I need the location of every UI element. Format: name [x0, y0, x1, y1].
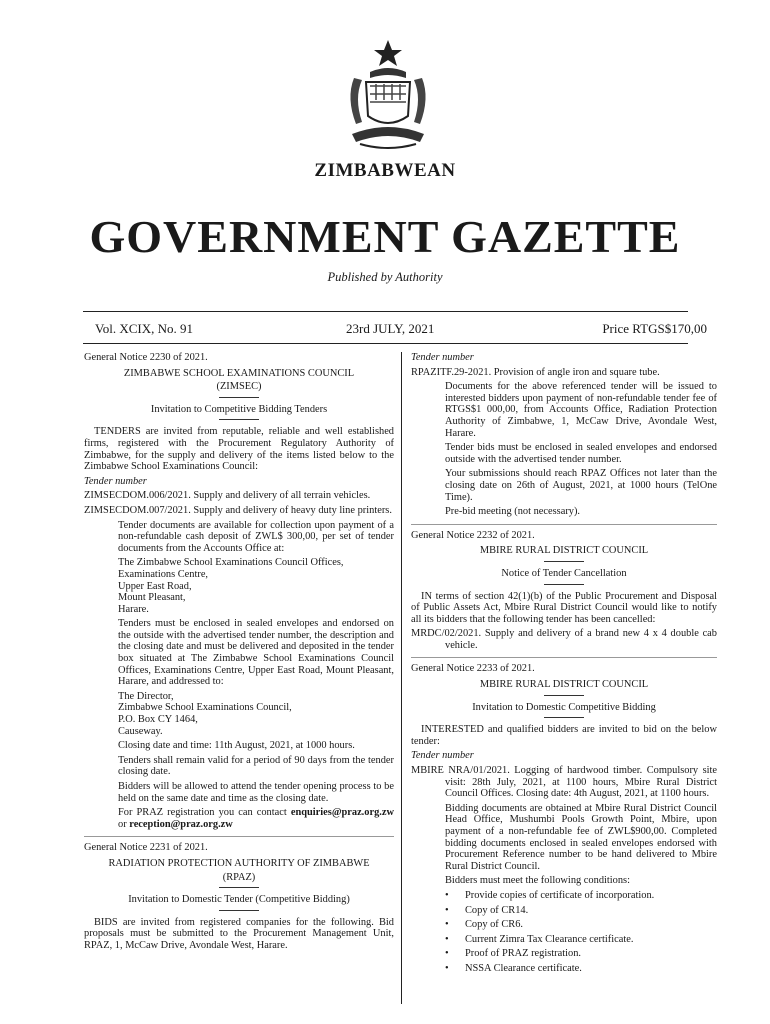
separator	[544, 695, 584, 696]
tender-item: ZIMSECDOM.006/2021. Supply and delivery of all terrain vehicles.	[84, 490, 371, 502]
notice-divider	[411, 524, 717, 525]
right-column	[411, 352, 717, 978]
condition-item: • NSSA Clearance certificate.	[411, 963, 717, 975]
tender-item: MBIRE NRA/01/2021. Logging of hardwood timber. Compulsory site visit: 28th July, 2021, at 1100 hours, Mbire Rural District Council Offices. Closing date: 4th August, 2021, at 1100 hours.	[411, 765, 717, 800]
volume-number: Vol. XCIX, No. 91	[95, 321, 193, 336]
column-divider	[401, 352, 402, 1004]
paragraph: Tenders shall remain valid for a period of 90 days from the tender closing date.	[118, 754, 394, 778]
paragraph: Pre-bid meeting (not necessary).	[445, 506, 581, 518]
condition-item: • Current Zimra Tax Clearance certificate.	[411, 934, 717, 946]
address-line: Mount Pleasant,	[118, 592, 186, 604]
address-line: Harare.	[118, 603, 149, 615]
separator	[219, 419, 259, 420]
address-line: The Zimbabwe School Examinations Council Offices,	[118, 557, 344, 569]
masthead-title: GOVERNMENT GAZETTE	[89, 211, 681, 262]
address-line: Upper East Road,	[118, 580, 192, 592]
paragraph: Tenders must be enclosed in sealed envelopes and endorsed on the outside with the advertised tender number, the description and the closing date and must be delivered and deposited in the tender box situated at The Zimbabwe School Examinations Council Offices, Examinations Centre, Upper East Road, Mount Pleasant, Harare, and addressed to:	[118, 618, 394, 688]
notice-intro: TENDERS are invited from reputable, reliable and well established firms, registered with the Procurement Regulatory Authority of Zimbabwe, for the supply and delivery of the items listed below to the Zimbabwe School Examinations Council:	[84, 426, 394, 473]
condition-item: • Copy of CR14.	[411, 905, 717, 917]
notice-divider	[411, 657, 717, 658]
paragraph: Tender bids must be enclosed in sealed envelopes and endorsed outside with the advertised tender number.	[445, 442, 717, 465]
tender-item: MRDC/02/2021. Supply and delivery of a brand new 4 x 4 double cab vehicle.	[411, 628, 717, 651]
separator	[544, 561, 584, 562]
masthead-country: ZIMBABWEAN	[314, 160, 456, 181]
left-column	[84, 352, 394, 955]
separator	[219, 887, 259, 888]
tender-label: Tender number	[411, 750, 474, 762]
notice-title: Notice of Tender Cancellation	[501, 567, 627, 579]
condition-item: • Copy of CR6.	[411, 919, 717, 931]
separator	[544, 717, 584, 718]
tender-item: ZIMSECDOM.007/2021. Supply and delivery of heavy duty line printers.	[84, 504, 392, 516]
paragraph: Closing date and time: 11th August, 2021, at 1000 hours.	[118, 740, 355, 752]
notice-intro: INTERESTED and qualified bidders are invited to bid on the below tender:	[411, 724, 717, 747]
bottom-rule	[83, 343, 688, 344]
condition-item: • Proof of PRAZ registration.	[411, 948, 717, 960]
notice-org-abbr: (RPAZ)	[222, 871, 256, 883]
paragraph: Bidders must meet the following conditions:	[445, 875, 630, 887]
tender-item: RPAZITF.29-2021. Provision of angle iron and square tube.	[411, 366, 660, 378]
address-line: Examinations Centre,	[118, 568, 209, 580]
notice-org-abbr: (ZIMSEC)	[216, 381, 262, 393]
masthead-subtitle: Published by Authority	[327, 270, 443, 284]
notice-divider	[84, 836, 394, 837]
paragraph: Tender documents are available for collection upon payment of a non-refundable cash deposit of ZWL$ 300,00, per set of tender documents from the Accounts Office at:	[118, 519, 394, 554]
email-link[interactable]: reception@praz.org.zw	[129, 818, 233, 830]
text: For PRAZ registration you can contact	[118, 807, 291, 819]
address-line: The Director,	[118, 690, 174, 702]
address-line: Causeway.	[118, 725, 163, 737]
separator	[219, 397, 259, 398]
paragraph: Bidders will be allowed to attend the tender opening process to be held on the same date and time as the closing date.	[118, 781, 394, 804]
notice-intro: IN terms of section 42(1)(b) of the Public Procurement and Disposal of Public Assets Act, Mbire Rural District Council would like to notify all its bidders that the following tender has been cancelled:	[411, 590, 717, 625]
paragraph	[84, 807, 394, 830]
notice-heading: General Notice 2232 of 2021.	[411, 529, 535, 541]
paragraph: Bidding documents are obtained at Mbire Rural District Council Head Office, Mushumbi Pools Growth Point, Mbire, upon payment of a non-refundable fee of ZWL$900,00. Completed bidding documents enclosed in sealed envelopes endorsed with Procurement Reference number to be hand delivered to Mbire Rural District Council.	[445, 802, 717, 872]
separator	[544, 584, 584, 585]
paragraph: Documents for the above referenced tender will be issued to interested bidders upon payment of non-refundable tender fee of RTGS$1 000,00, from Accounts Office, Radiation Protection Authority of Zimbabwe, 1, McCaw Drive, Avondale West, Harare.	[445, 381, 717, 439]
tender-label: Tender number	[84, 475, 147, 487]
condition-item: • Provide copies of certificate of incorporation.	[411, 890, 717, 902]
tender-label: Tender number	[411, 352, 474, 363]
notice-heading: General Notice 2233 of 2021.	[411, 663, 535, 675]
text: or	[118, 818, 130, 830]
notice-org: RADIATION PROTECTION AUTHORITY OF ZIMBABWE	[108, 857, 370, 869]
notice-title: Invitation to Domestic Tender (Competitive Bidding)	[128, 894, 350, 906]
issue-price: Price RTGS$170,00	[602, 321, 707, 336]
notice-title: Invitation to Competitive Bidding Tenders	[150, 403, 328, 415]
notice-org: ZIMBABWE SCHOOL EXAMINATIONS COUNCIL	[123, 367, 355, 379]
separator	[219, 910, 259, 911]
notice-intro: BIDS are invited from registered companies for the following. Bid proposals must be submitted to the Procurement Management Unit, RPAZ, 1, McCaw Drive, Avondale West, Harare.	[84, 916, 394, 951]
address-line: P.O. Box CY 1464,	[118, 714, 198, 726]
issue-date: 23rd JULY, 2021	[346, 321, 435, 336]
top-rule	[83, 311, 688, 312]
notice-title: Invitation to Domestic Competitive Bidding	[472, 701, 656, 713]
notice-heading: General Notice 2231 of 2021.	[84, 842, 208, 854]
paragraph: Your submissions should reach RPAZ Offices not later than the closing date on 26th of August, 2021, at 1000 hours (TelOne Time).	[445, 468, 717, 503]
email-link[interactable]: enquiries@praz.org.zw	[290, 807, 394, 819]
coat-of-arms-icon	[340, 38, 436, 156]
address-line: Zimbabwe School Examinations Council,	[118, 702, 292, 714]
notice-org: MBIRE RURAL DISTRICT COUNCIL	[479, 679, 649, 691]
notice-org: MBIRE RURAL DISTRICT COUNCIL	[479, 545, 649, 557]
notice-heading: General Notice 2230 of 2021.	[84, 352, 208, 363]
